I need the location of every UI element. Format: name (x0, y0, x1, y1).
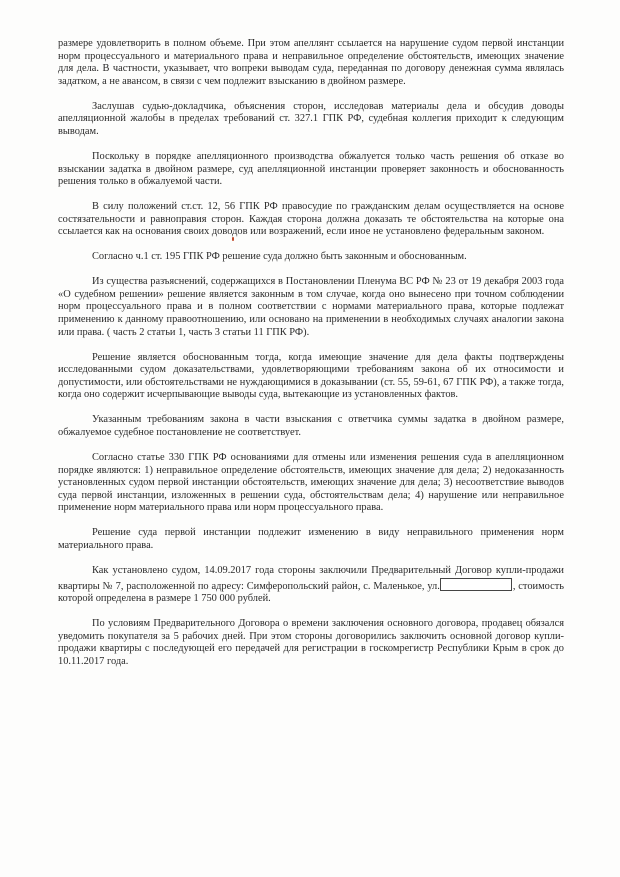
redacted-street-box (440, 578, 512, 591)
paragraph-4: В силу положений ст.ст. 12, 56 ГПК РФ правосудие по гражданским делам осуществляется на основе состязательности и равноправия сторон. Каждая сторона должна доказать те обстоятельства на которые она ссылается как на основания своих доводов или возражений, если иное не установлено федеральным законом. (58, 201, 564, 238)
paragraph-10: Решение суда первой инстанции подлежит изменению в виду неправильного применения норм материального права. (58, 527, 564, 551)
paragraph-8: Указанным требованиям закона в части взыскания с ответчика суммы задатка в двойном размере, обжалуемое судебное постановление не соответствует. (58, 414, 564, 438)
paragraph-5: Согласно ч.1 ст. 195 ГПК РФ решение суда должно быть законным и обоснованным. (92, 251, 467, 263)
paragraph-2: Заслушав судью-докладчика, объяснения сторон, исследовав материалы дела и обсудив доводы апелляционной жалобы в пределах требований ст. 327.1 ГПК РФ, судебная коллегия приходит к следующим выводам. (58, 100, 564, 137)
paragraph-11-end: , стоимость которой определена в размере 1 750 000 рублей. (58, 580, 564, 605)
paragraph-9: Согласно статье 330 ГПК РФ основаниями для отмены или изменения решения суда в апелляционном порядке являются: 1) неправильное определение обстоятельств, имеющих значение для дела; 2) недоказанность установленных судом первой инстанции обстоятельств, имеющих значение для дела; 3) несоответствие выводов суда первой инстанции, изложенных в решении суда, обстоятельствам дела; 4) нарушение или неправильное применение норм материального права или норм процессуального права. (58, 451, 564, 514)
paragraph-11 (58, 565, 564, 606)
paragraph-6: Из существа разъяснений, содержащихся в Постановлении Пленума ВС РФ № 23 от 19 декабря 2003 года «О судебном решении» решение является законным в том случае, когда оно вынесено при точном соблюдении норм процессуального права и в полном соответствии с нормами материального права, которые подлежат применению к данному правоотношению, или основано на применении в необходимых случаях аналогии закона или права. ( часть 2 статьи 1, часть 3 статьи 11 ГПК РФ). (58, 276, 564, 338)
paragraph-12: По условиям Предварительного Договора о времени заключения основного договора, продавец обязался уведомить покупателя за 5 рабочих дней. При этом стороны договорились заключить основной договор купли-продажи квартиры с последующей его передачей для регистрации в госкомрегистр Республики Крым в срок до 10.11.2017 года. (58, 618, 564, 667)
paragraph-11-start: Как установлено судом, 14.09.2017 года стороны заключили Предварительный Договор купли-продажи квартиры № 7, расположенной по адресу: Симферопольский район, с. Маленькое, ул. (58, 564, 564, 592)
pen-mark (232, 237, 234, 241)
document-body (58, 38, 564, 681)
paragraph-1: размере удовлетворить в полном объеме. При этом апеллянт ссылается на нарушение судом первой инстанции норм процессуального и материального права и неправильное определение обстоятельств, имеющих значение для дела. В частности, указывает, что вопреки выводам суда, переданная по договору денежная сумма являлась задатком, а не авансом, в связи с чем подлежит взысканию в двойном размере. (58, 38, 564, 87)
paragraph-7: Решение является обоснованным тогда, когда имеющие значение для дела факты подтверждены исследованными судом доказательствами, удовлетворяющими требованиям закона об их относимости и допустимости, или обстоятельствами не нуждающимися в доказывании (ст. 55, 59-61, 67 ГПК РФ), а также тогда, когда оно содержит исчерпывающие выводы суда, вытекающие из установленных фактов. (58, 351, 564, 401)
paragraph-3: Поскольку в порядке апелляционного производства обжалуется только часть решения об отказе во взыскании задатка в двойном размере, суд апелляционной инстанции проверяет законность и обоснованность решения только в обжалуемой части. (58, 150, 564, 188)
